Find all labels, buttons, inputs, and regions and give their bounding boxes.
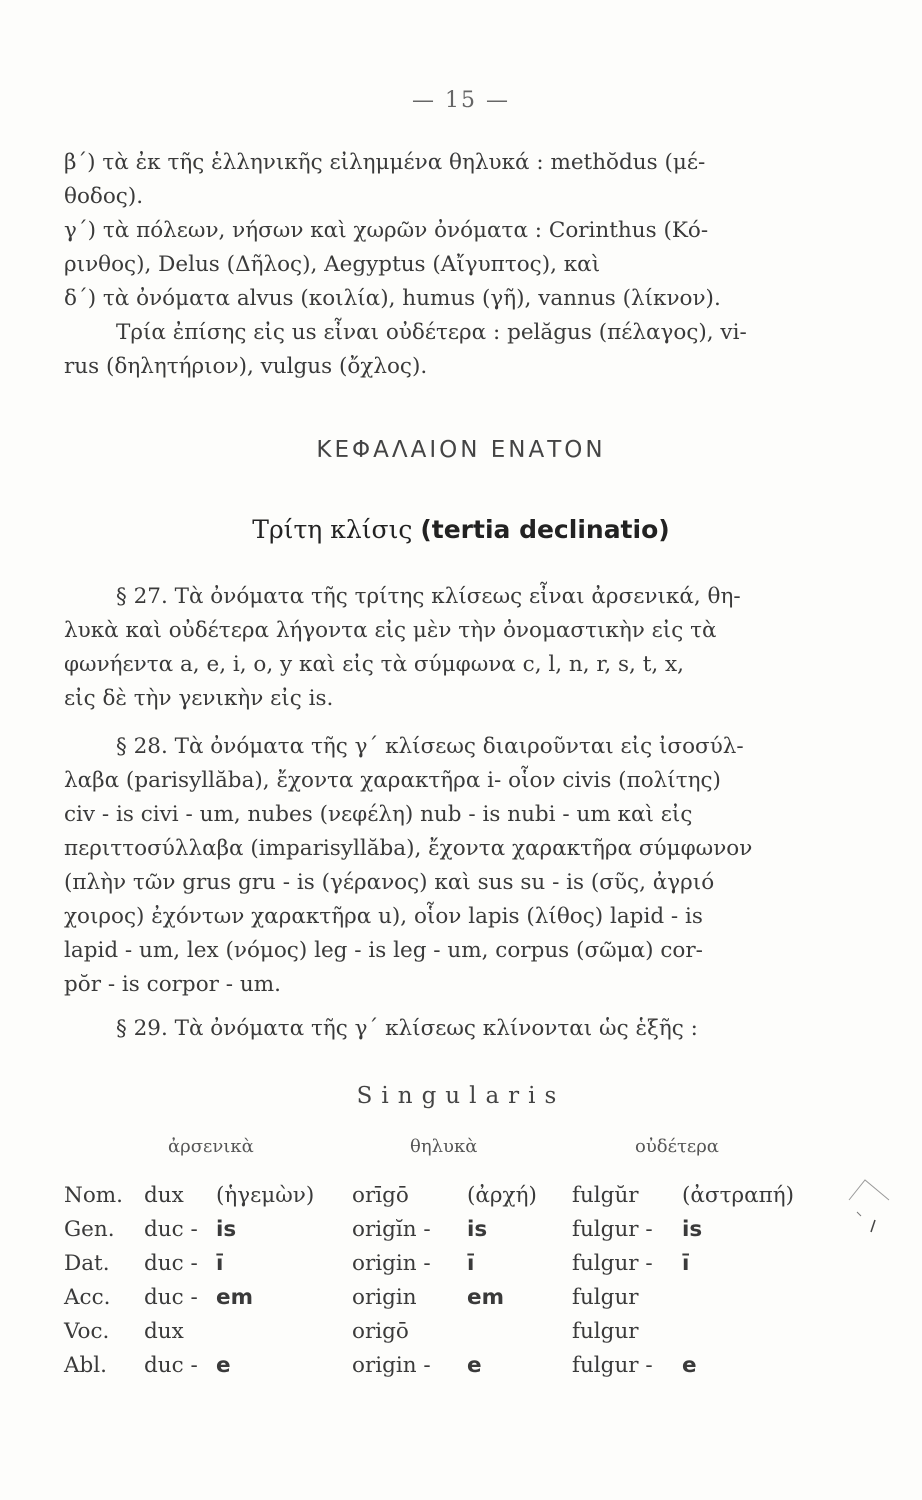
word-form: fulgur - — [572, 1250, 653, 1276]
declension-cell — [682, 1246, 794, 1280]
text-line: pŏr - is corpor - um. — [64, 972, 281, 997]
word-form: fulgŭr — [572, 1182, 639, 1208]
declension-row — [64, 1314, 794, 1348]
declension-cell — [572, 1348, 682, 1382]
declension-cell — [216, 1314, 352, 1348]
declension-cell — [144, 1314, 216, 1348]
text-line: θοδος). — [64, 184, 144, 209]
word-form: duc - — [144, 1250, 198, 1276]
word-form: fulgur — [572, 1318, 639, 1344]
word-form: origō — [352, 1318, 409, 1344]
declension-cell — [467, 1280, 572, 1314]
case-ending: em — [216, 1284, 253, 1310]
word-form: dux — [144, 1182, 184, 1208]
greek-gloss: (ἀστραπή) — [682, 1182, 795, 1208]
word-form: fulgur — [572, 1284, 639, 1310]
greek-gloss: (ἀρχή) — [467, 1182, 537, 1208]
text-line: § 29. Τὰ ὀνόματα τῆς γ΄ κλίσεως κλίνονται ὡς ἑξῆς : — [116, 1016, 698, 1041]
section-title-greek: Τρίτη κλίσις — [252, 515, 413, 544]
declension-cell — [572, 1246, 682, 1280]
word-form: Nom. — [64, 1182, 123, 1208]
column-header-feminine: θηλυκὰ — [410, 1136, 478, 1157]
declension-cell — [682, 1280, 794, 1314]
declension-cell — [144, 1280, 216, 1314]
case-label — [64, 1280, 144, 1314]
word-form: fulgur - — [572, 1216, 653, 1242]
declension-cell — [144, 1178, 216, 1212]
greek-gloss: (ἡγεμὼν) — [216, 1182, 315, 1208]
case-ending: is — [467, 1216, 488, 1242]
column-header-neuter: οὐδέτερα — [635, 1136, 719, 1157]
text-line: (πλὴν τῶν grus gru - is (γέρανος) καὶ sus su - is (σῦς, ἀγριό — [64, 870, 715, 895]
page-number: — 15 — — [412, 88, 510, 113]
text-line: λαβα (parisyllăba), ἔχοντα χαρακτῆρα i- οἷον civis (πολίτης) — [64, 768, 721, 793]
text-line: rus (δηλητήριον), vulgus (ὄχλος). — [64, 354, 428, 379]
declension-cell — [216, 1178, 352, 1212]
word-form: origin — [352, 1284, 417, 1310]
declension-cell — [682, 1348, 794, 1382]
case-ending: ī — [682, 1250, 690, 1276]
declension-cell — [216, 1280, 352, 1314]
text-line: φωνήεντα a, e, i, o, y καὶ εἰς τὰ σύμφωνα c, l, n, r, s, t, x, — [64, 652, 684, 677]
case-label — [64, 1246, 144, 1280]
text-line: δ΄) τὰ ὀνόματα alvus (κοιλία), humus (γῆ), vannus (λίκνον). — [64, 286, 721, 311]
declension-cell — [144, 1212, 216, 1246]
declension-row — [64, 1348, 794, 1382]
text-line: § 27. Τὰ ὀνόματα τῆς τρίτης κλίσεως εἶναι ἀρσενικά, θη- — [116, 584, 741, 609]
declension-cell — [572, 1280, 682, 1314]
text-line: β΄) τὰ ἐκ τῆς ἑλληνικῆς εἰλημμένα θηλυκά : methŏdus (μέ- — [64, 150, 706, 175]
paragraph-28 — [64, 730, 812, 1002]
paragraph-beta — [64, 146, 812, 214]
case-ending: e — [216, 1352, 231, 1378]
declension-cell — [352, 1280, 467, 1314]
text-line: περιττοσύλλαβα (imparisyllăba), ἔχοντα χαρακτῆρα σύμφωνον — [64, 836, 753, 861]
case-label — [64, 1314, 144, 1348]
declension-cell — [144, 1348, 216, 1382]
text-line: γ΄) τὰ πόλεων, νήσων καὶ χωρῶν ὀνόματα : Corinthus (Κό- — [64, 218, 709, 243]
text-line: ρινθος), Delus (Δῆλος), Aegyptus (Αἴγυπτος), καὶ — [64, 252, 601, 277]
word-form: duc - — [144, 1352, 198, 1378]
case-label — [64, 1178, 144, 1212]
declension-cell — [467, 1212, 572, 1246]
case-ending: e — [467, 1352, 482, 1378]
text-line: εἰς δὲ τὴν γενικὴν εἰς is. — [64, 686, 334, 711]
word-form: fulgur - — [572, 1352, 653, 1378]
word-form: Gen. — [64, 1216, 115, 1242]
paragraph-gamma — [64, 214, 812, 282]
declension-cell — [572, 1178, 682, 1212]
declension-cell — [352, 1246, 467, 1280]
declension-cell — [682, 1212, 794, 1246]
declension-cell — [572, 1212, 682, 1246]
text-line: λυκὰ καὶ οὐδέτερα λήγοντα εἰς μὲν τὴν ὀνομαστικὴν εἰς τὰ — [64, 618, 717, 643]
text-line: civ - is civi - um, nubes (νεφέλη) nub - is nubi - um καὶ εἰς — [64, 802, 693, 827]
declension-row — [64, 1280, 794, 1314]
word-form: Acc. — [64, 1284, 111, 1310]
declension-cell — [572, 1314, 682, 1348]
section-title — [0, 515, 922, 544]
declension-cell — [467, 1314, 572, 1348]
declension-cell — [144, 1246, 216, 1280]
section-title-latin: (tertia declinatio) — [420, 515, 670, 544]
pencil-mark — [845, 1160, 905, 1250]
declension-table — [64, 1178, 794, 1382]
word-form: Voc. — [64, 1318, 110, 1344]
case-ending: e — [682, 1352, 697, 1378]
text-line: lapid - um, lex (νόμος) leg - is leg - um, corpus (σῶμα) cor- — [64, 938, 703, 963]
declension-cell — [216, 1246, 352, 1280]
text-line: Τρία ἐπίσης εἰς us εἶναι οὐδέτερα : pelăgus (πέλαγος), vi- — [116, 320, 747, 345]
declension-cell — [467, 1348, 572, 1382]
declension-cell — [467, 1178, 572, 1212]
word-form: origin - — [352, 1250, 431, 1276]
number-heading-singularis: Singularis — [356, 1083, 566, 1109]
text-line: χοιρος) ἐχόντων χαρακτῆρα u), οἷον lapis (λίθος) lapid - is — [64, 904, 703, 929]
declension-cell — [682, 1314, 794, 1348]
declension-cell — [352, 1348, 467, 1382]
declension-cell — [352, 1212, 467, 1246]
case-ending: em — [467, 1284, 504, 1310]
column-header-masculine: ἀρσενικὰ — [168, 1136, 254, 1157]
word-form: duc - — [144, 1216, 198, 1242]
word-form: origin - — [352, 1352, 431, 1378]
word-form: Abl. — [64, 1352, 107, 1378]
declension-cell — [352, 1314, 467, 1348]
paragraph-29 — [64, 1012, 812, 1046]
word-form: dux — [144, 1318, 184, 1344]
case-label — [64, 1212, 144, 1246]
word-form: duc - — [144, 1284, 198, 1310]
case-ending: is — [682, 1216, 703, 1242]
word-form: Dat. — [64, 1250, 110, 1276]
word-form: orīgō — [352, 1182, 409, 1208]
declension-cell — [352, 1178, 467, 1212]
word-form: origĭn - — [352, 1216, 431, 1242]
case-label — [64, 1348, 144, 1382]
declension-row — [64, 1212, 794, 1246]
declension-cell — [682, 1178, 794, 1212]
paragraph-tria — [64, 316, 812, 384]
case-ending: ī — [467, 1250, 475, 1276]
case-ending: is — [216, 1216, 237, 1242]
chapter-title: ΚΕΦΑΛΑΙΟΝ ΕΝΑΤΟΝ — [316, 437, 606, 463]
paragraph-27 — [64, 580, 812, 716]
declension-row — [64, 1178, 794, 1212]
declension-cell — [216, 1212, 352, 1246]
text-line: § 28. Τὰ ὀνόματα τῆς γ΄ κλίσεως διαιροῦνται εἰς ἰσοσύλ- — [116, 734, 744, 759]
case-ending: ī — [216, 1250, 224, 1276]
declension-cell — [216, 1348, 352, 1382]
declension-row — [64, 1246, 794, 1280]
paragraph-delta — [64, 282, 812, 316]
declension-cell — [467, 1246, 572, 1280]
